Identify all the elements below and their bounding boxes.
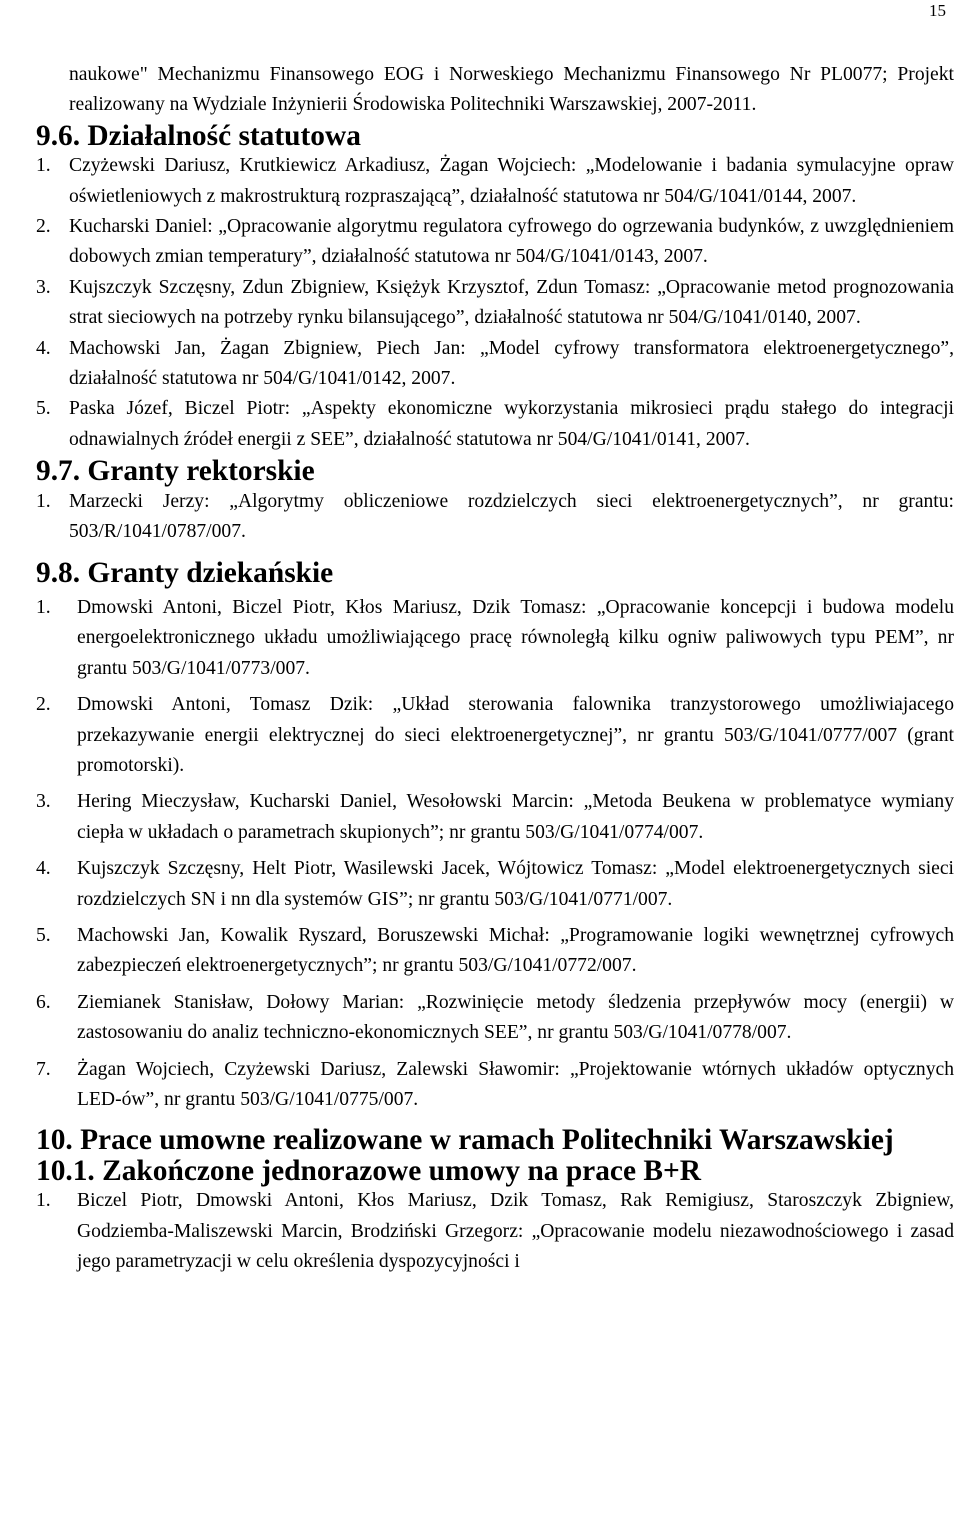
item-text: Marzecki Jerzy: „Algorytmy obliczeniowe rozdzielczych sieci elektroenergetycznych”, nr grantu: 503/R/1041/0787/007. (69, 490, 954, 543)
list-item (36, 151, 954, 212)
heading-10: 10. Prace umowne realizowane w ramach Politechniki Warszawskiej (36, 1124, 894, 1157)
list-9-8 (36, 593, 954, 1116)
item-number: 2. (36, 694, 51, 716)
list-item (36, 787, 954, 848)
list-item (36, 273, 954, 334)
page-content (36, 60, 954, 1277)
list-item (36, 1055, 954, 1116)
item-number: 5. (36, 398, 51, 420)
item-text: Kujszczyk Szczęsny, Zdun Zbigniew, Księżyk Krzysztof, Zdun Tomasz: „Opracowanie metod prognozowania strat sieciowych na potrzeby rynku bilansującego”, działalność statutowa nr 504/G/1041/0140, 2007. (69, 276, 954, 329)
list-item (36, 593, 954, 684)
list-item (36, 1186, 954, 1277)
item-number: 1. (36, 1190, 51, 1212)
item-number: 3. (36, 791, 51, 813)
item-text: Kujszczyk Szczęsny, Helt Piotr, Wasilewski Jacek, Wójtowicz Tomasz: „Model elektroenergetycznych sieci rozdzielczych SN i nn dla systemów GIS”; nr grantu 503/G/1041/0771/007. (77, 858, 954, 910)
item-text: Machowski Jan, Kowalik Ryszard, Boruszewski Michał: „Programowanie logiki wewnętrznej cyfrowych zabezpieczeń elektroenergetycznych”; nr grantu 503/G/1041/0772/007. (77, 924, 954, 977)
list-item (36, 690, 954, 781)
item-number: 4. (36, 337, 51, 359)
item-number: 6. (36, 991, 51, 1013)
item-text: Paska Józef, Biczel Piotr: „Aspekty ekonomiczne wykorzystania mikrosieci prądu stałego do integracji odnawialnych źródeł energii z SEE”, działalność statutowa nr 504/G/1041/0141, 2007. (69, 398, 954, 450)
item-number: 1. (36, 155, 51, 177)
item-text: Biczel Piotr, Dmowski Antoni, Kłos Mariusz, Dzik Tomasz, Rak Remigiusz, Staroszczyk Zbigniew, Godziemba-Maliszewski Marcin, Brodziński Grzegorz: „Opracowanie modelu niezawodnościowego i zasad jego parametryzacji w celu określenia dyspozycyjności i (77, 1190, 954, 1273)
item-text: Kucharski Daniel: „Opracowanie algorytmu regulatora cyfrowego do ogrzewania budynków, z uwzględnieniem dobowych zmian temperatury”, działalność statutowa nr 504/G/1041/0143, 2007. (69, 216, 954, 268)
list-9-6 (36, 151, 954, 455)
item-number: 1. (36, 596, 51, 618)
item-text: Żagan Wojciech, Czyżewski Dariusz, Zalewski Sławomir: „Projektowanie wtórnych układów optycznych LED-ów”, nr grantu 503/G/1041/0775/007. (77, 1058, 954, 1110)
item-number: 5. (36, 924, 51, 946)
item-text: Czyżewski Dariusz, Krutkiewicz Arkadiusz, Żagan Wojciech: „Modelowanie i badania symulacyjne opraw oświetleniowych z makrostrukturą rozpraszającą”, działalność statutowa nr 504/G/1041/0144, 2007. (69, 155, 954, 207)
heading-10-1: 10.1. Zakończone jednorazowe umowy na prace B+R (36, 1154, 701, 1187)
item-number: 4. (36, 858, 51, 880)
list-10-1 (36, 1186, 954, 1277)
heading-9-7: 9.7. Granty rektorskie (36, 455, 315, 488)
item-number: 3. (36, 276, 51, 298)
list-9-7 (36, 487, 954, 548)
list-item (36, 487, 954, 548)
item-number: 7. (36, 1058, 51, 1080)
heading-9-6: 9.6. Działalność statutowa (36, 119, 361, 152)
list-item (36, 394, 954, 455)
list-item (36, 854, 954, 915)
heading-9-8: 9.8. Granty dziekańskie (36, 556, 334, 589)
list-item (36, 334, 954, 395)
item-text: Hering Mieczysław, Kucharski Daniel, Wesołowski Marcin: „Metoda Beukena w problematyce wymiany ciepła w układach o parametrach skupionych”; nr grantu 503/G/1041/0774/007. (77, 791, 954, 843)
lead-paragraph: naukowe" Mechanizmu Finansowego EOG i Norweskiego Mechanizmu Finansowego Nr PL0077; Projekt realizowany na Wydziale Inżynierii Środowiska Politechniki Warszawskiej, 2007-2011. (69, 64, 954, 116)
item-text: Ziemianek Stanisław, Dołowy Marian: „Rozwinięcie metody śledzenia przepływów mocy (energii) w zastosowaniu do analiz techniczno-ekonomicznych SEE”, nr grantu 503/G/1041/0778/007. (77, 991, 954, 1044)
item-number: 2. (36, 216, 51, 238)
list-item (36, 988, 954, 1049)
item-text: Dmowski Antoni, Tomasz Dzik: „Układ sterowania falownika tranzystorowego umożliwiajacego przekazywanie energii elektrycznej do sieci elektroenergetycznej”, nr grantu 503/G/1041/0777/007 (grant promotorski). (77, 694, 954, 776)
item-text: Machowski Jan, Żagan Zbigniew, Piech Jan: „Model cyfrowy transformatora elektroenergetycznego”, działalność statutowa nr 504/G/1041/0142, 2007. (69, 337, 954, 390)
item-number: 1. (36, 490, 51, 512)
list-item (36, 921, 954, 982)
item-text: Dmowski Antoni, Biczel Piotr, Kłos Mariusz, Dzik Tomasz: „Opracowanie koncepcji i budowa modelu energoelektronicznego układu umożliwiającego pracę równoległą kilku ogniw paliwowych typu PEM”, nr grantu 503/G/1041/0773/007. (77, 596, 954, 679)
page-number: 15 (929, 1, 946, 20)
list-item (36, 212, 954, 273)
